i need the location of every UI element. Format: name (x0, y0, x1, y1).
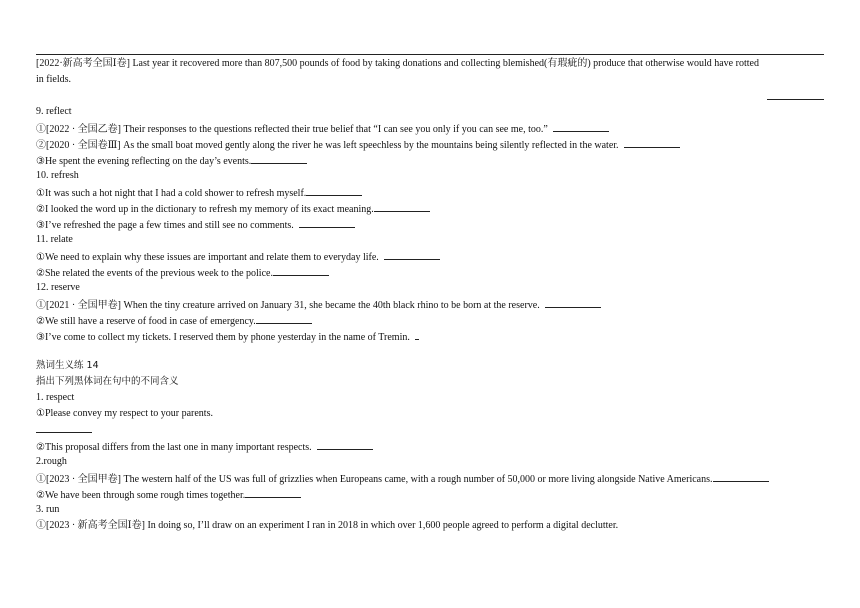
sentence: ①[2023 · 全国甲卷] The western half of the US was full of grizzlies when Europeans came, with a rough number of 50,000 or more living alongside Native Americans. (36, 470, 769, 488)
section-heading: 3. run (36, 504, 60, 515)
sentence: ②[2020 · 全国卷Ⅲ] As the small boat moved gently along the river he was left speechless by the mountains being silently reflected in the water. (36, 136, 680, 154)
answer-blank[interactable] (624, 136, 680, 148)
sentence: ①[2022 · 全国乙卷] Their responses to the questions reflected their true belief that “I can see you only if you can see me, too.” (36, 120, 609, 138)
answer-blank[interactable] (767, 88, 824, 100)
sentence: ②She related the events of the previous week to the police. (36, 264, 329, 282)
answer-blank[interactable] (384, 248, 440, 260)
sentence: ①[2023 · 新高考全国Ⅰ卷] In doing so, I’ll draw on an experiment I ran in 2018 in which over 1,600 people agreed to perform a digital declutter. (36, 520, 619, 531)
top-rule (36, 54, 824, 55)
sentence: ③I’ve refreshed the page a few times and still see no comments. (36, 216, 355, 234)
answer-blank[interactable] (415, 328, 419, 340)
sentence: ①We need to explain why these issues are important and relate them to everyday life. (36, 248, 440, 266)
section-heading: 9. reflect (36, 106, 72, 117)
sentence: ②We have been through some rough times together. (36, 486, 301, 504)
answer-blank[interactable] (553, 120, 609, 132)
answer-blank[interactable] (374, 200, 430, 212)
section-heading: 10. refresh (36, 170, 79, 181)
answer-blank[interactable] (317, 438, 373, 450)
answer-blank[interactable] (36, 421, 92, 433)
sentence: ①[2021 · 全国甲卷] When the tiny creature arrived on January 31, she became the 40th black rhino to be born at the reserve. (36, 296, 601, 314)
section-heading: 1. respect (36, 392, 75, 403)
sentence: ①Please convey my respect to your parents. (36, 408, 213, 419)
section-heading: 12. reserve (36, 282, 80, 293)
sentence: ③He spent the evening reflecting on the day’s events. (36, 152, 307, 170)
practice-title: 熟词生义练 14 (36, 360, 99, 371)
answer-blank[interactable] (256, 312, 312, 324)
sentence: ②We still have a reserve of food in case of emergency. (36, 312, 312, 330)
sentence: ③I’ve come to collect my tickets. I reserved them by phone yesterday in the name of Tremin. (36, 328, 419, 346)
sentence: ①It was such a hot night that I had a cold shower to refresh myself. (36, 184, 362, 202)
sentence: ②I looked the word up in the dictionary to refresh my memory of its exact meaning. (36, 200, 430, 218)
section-heading: 2.rough (36, 456, 67, 467)
answer-blank[interactable] (299, 216, 355, 228)
answer-blank[interactable] (713, 470, 769, 482)
answer-blank[interactable] (245, 486, 301, 498)
answer-blank[interactable] (545, 296, 601, 308)
sentence: ②This proposal differs from the last one in many important respects. (36, 438, 373, 456)
practice-instruction: 指出下列黑体词在句中的不同含义 (36, 376, 179, 387)
answer-blank[interactable] (273, 264, 329, 276)
intro-line-1: [2022·新高考全国Ⅰ卷] Last year it recovered more than 807,500 pounds of food by taking donations and collecting blemished(有瑕疵的) produce that otherwise would have rotted (36, 58, 759, 69)
section-heading: 11. relate (36, 234, 73, 245)
answer-line (36, 421, 92, 439)
intro-line-2: in fields. (36, 74, 71, 85)
answer-blank[interactable] (306, 184, 362, 196)
answer-blank[interactable] (251, 152, 307, 164)
